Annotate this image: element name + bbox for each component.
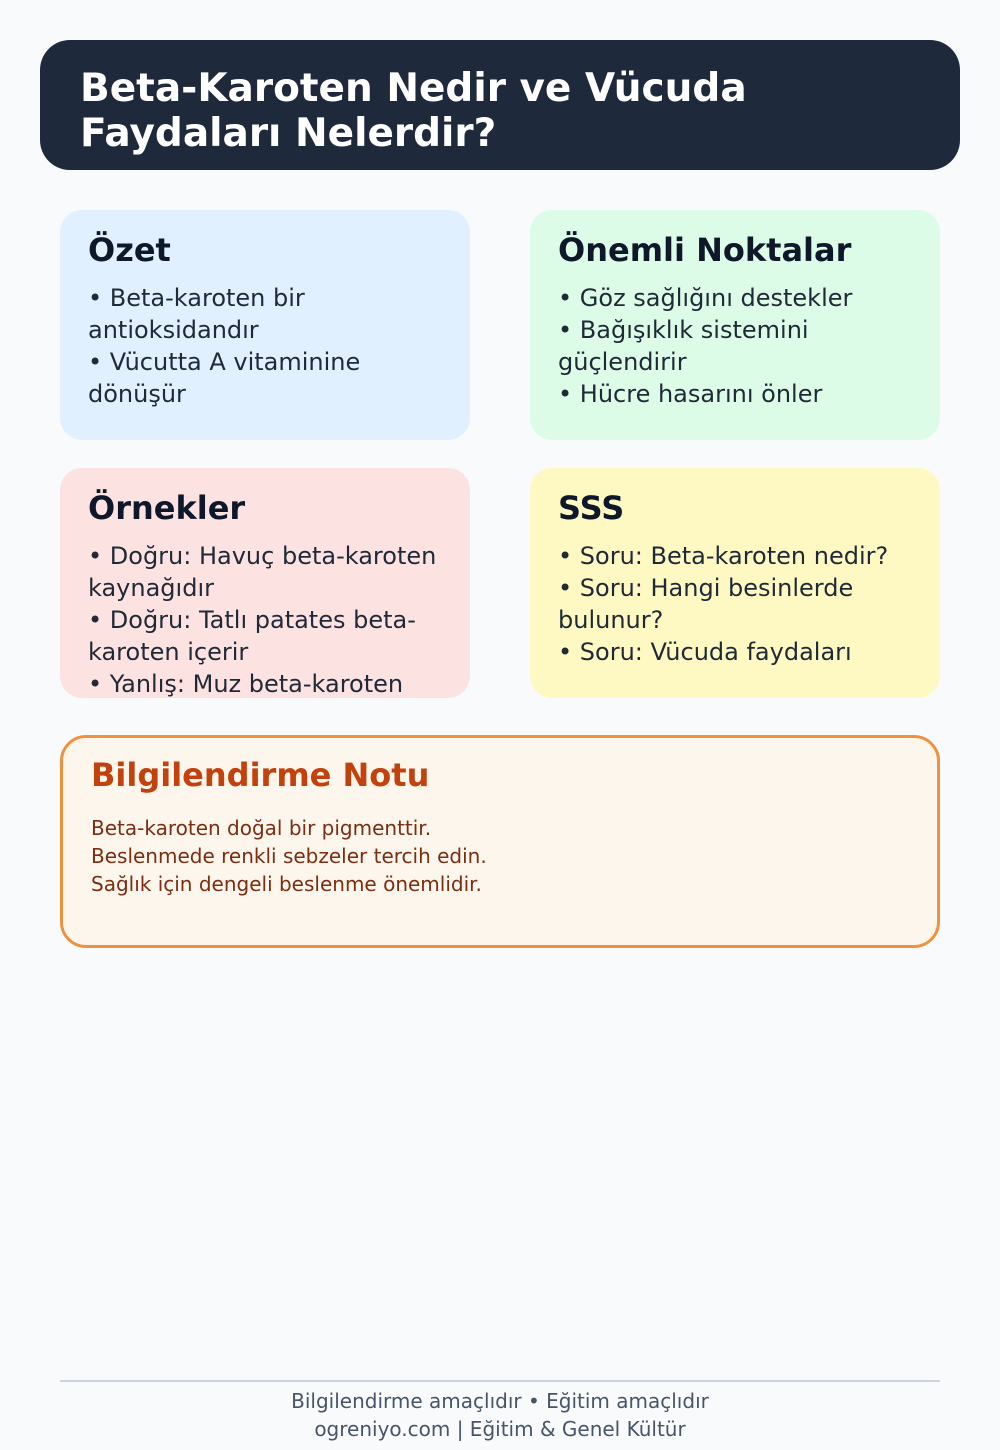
info-note [60, 735, 940, 948]
footer-divider [60, 1380, 940, 1382]
note-line: Beslenmede renkli sebzeler tercih edin. [91, 844, 487, 868]
page-title: Beta-Karoten Nedir ve Vücuda Faydaları Nelerdir? [80, 66, 747, 156]
examples-card [60, 468, 470, 698]
footer [0, 1387, 1000, 1443]
list-item: • Vücutta A vitaminine dönüşür [88, 348, 361, 408]
list-item: • Bağışıklık sistemini güçlendirir [558, 316, 809, 376]
card-title: Özet [88, 231, 171, 269]
faq-card [530, 468, 940, 698]
list-item: • Yanlış: Muz beta-karoten [88, 670, 404, 698]
card-title: SSS [558, 489, 625, 527]
footer-disclaimer: Bilgilendirme amaçlıdır • Eğitim amaçlıdır [291, 1389, 709, 1413]
header-banner [40, 40, 960, 170]
card-title: Örnekler [88, 489, 246, 527]
summary-card [60, 210, 470, 440]
list-item: • Doğru: Tatlı patates beta-karoten içerir [88, 606, 416, 666]
note-line: Beta-karoten doğal bir pigmenttir. [91, 816, 432, 840]
list-item: • Soru: Hangi besinlerde bulunur? [558, 574, 854, 634]
list-item: • Soru: Beta-karoten nedir? [558, 542, 889, 570]
note-title: Bilgilendirme Notu [91, 756, 430, 794]
key-points-card [530, 210, 940, 440]
card-title: Önemli Noktalar [558, 231, 852, 269]
list-item: • Doğru: Havuç beta-karoten kaynağıdır [88, 542, 437, 602]
list-item: • Soru: Vücuda faydaları [558, 638, 852, 666]
list-item: • Hücre hasarını önler [558, 380, 823, 408]
list-item: • Göz sağlığını destekler [558, 284, 853, 312]
note-line: Sağlık için dengeli beslenme önemlidir. [91, 872, 482, 896]
list-item: • Beta-karoten bir antioksidandır [88, 284, 305, 344]
footer-site: ogreniyo.com | Eğitim & Genel Kültür [314, 1417, 686, 1441]
